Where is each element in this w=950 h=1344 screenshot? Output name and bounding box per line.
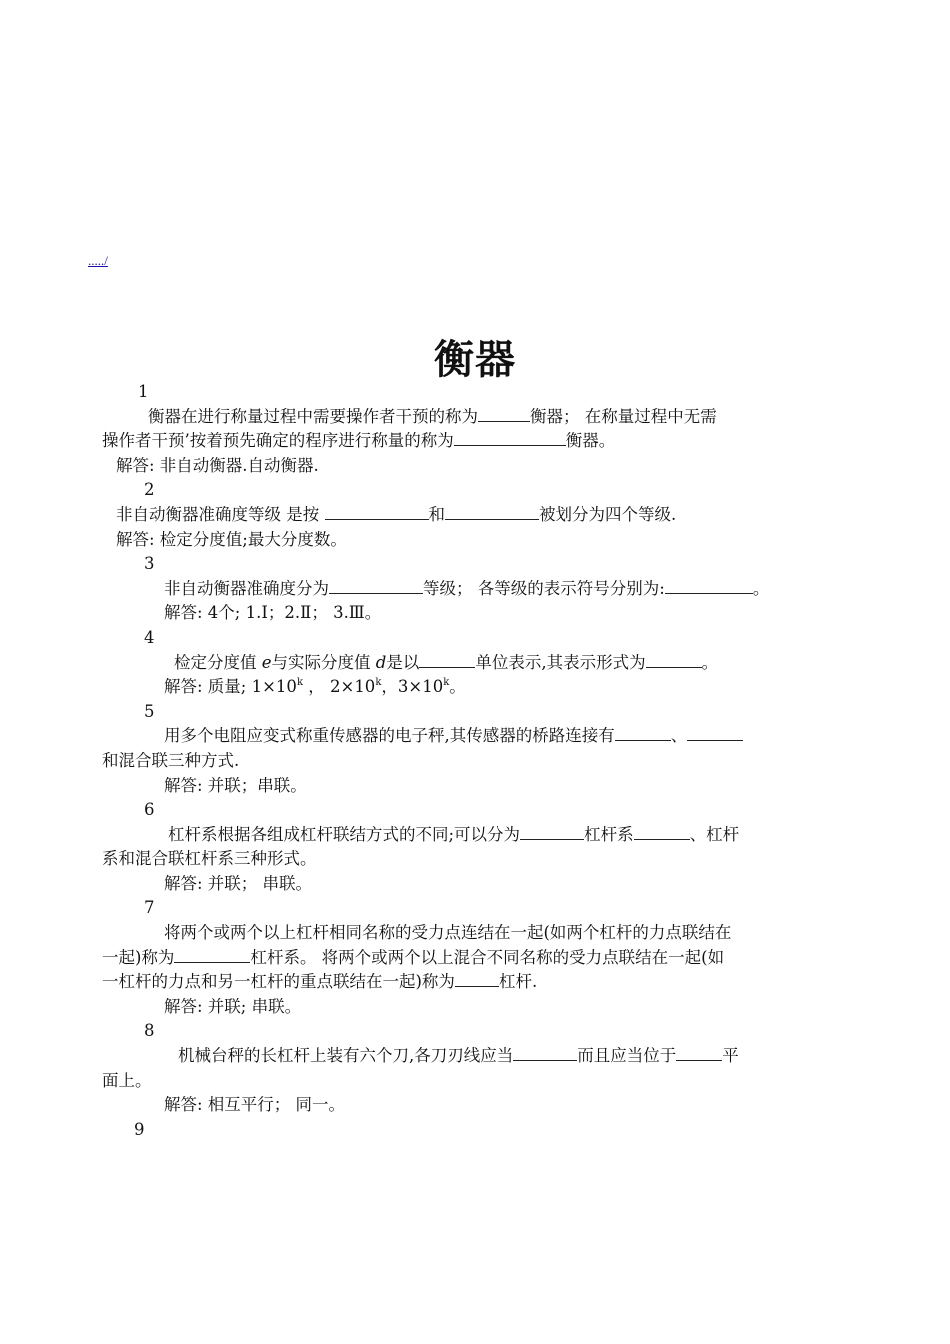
question-text: 操作者干预’按着预先确定的程序进行称量的称为 衡器。 (102, 431, 616, 451)
page-title: 衡器 (434, 337, 516, 383)
answer-blank (174, 946, 250, 963)
question-text: 非自动衡器准确度等级 是按 和 被划分为四个等级. (116, 504, 677, 524)
answer-blank (419, 651, 475, 668)
answer-blank (615, 724, 671, 741)
answer-blank (445, 503, 539, 520)
header-link[interactable]: ...../ (88, 253, 108, 268)
question-text: 衡器在进行称量过程中需要操作者干预的称为 衡器； 在称量过程中无需 (148, 406, 717, 426)
answer-blank (478, 405, 530, 422)
answer-text: 解答: 检定分度值;最大分度数。 (116, 529, 347, 549)
answer-blank (634, 823, 690, 840)
answer-blank (329, 577, 423, 594)
answer-text: 解答: 并联; 串联。 (164, 996, 302, 1016)
answer-text: 解答: 非自动衡器.自动衡器. (116, 455, 319, 475)
question-number: 8 (144, 1021, 155, 1041)
question-list (102, 380, 834, 1142)
question-number: 2 (144, 480, 155, 500)
question-text: 用多个电阻应变式称重传感器的电子秤,其传感器的桥路连接有 、 (102, 724, 834, 749)
question-text: 将两个或两个以上杠杆相同名称的受力点连结在一起(如两个杠杆的力点联结在 (164, 923, 732, 943)
answer-text: 解答: 4个; 1.Ⅰ；2.Ⅱ； 3.Ⅲ。 (164, 603, 382, 623)
answer-blank (454, 429, 566, 446)
question-text: 一杠杆的力点和另一杠杆的重点联结在一起)称为 杠杆. (102, 972, 538, 992)
question-text: 检定分度值 e与实际分度值 d是以 单位表示,其表示形式为 。 (174, 652, 719, 672)
question-number: 3 (144, 554, 155, 574)
answer-blank (665, 577, 753, 594)
question-text: 机械台秤的长杠杆上装有六个刀,各刀刃线应当 而且应当位于 平 (178, 1046, 739, 1066)
answer-blank (676, 1044, 722, 1061)
question-number: 5 (144, 701, 155, 721)
question-number: 1 (138, 382, 149, 401)
answer-blank (455, 970, 499, 987)
answer-text: 解答: 质量; $1\times 10^k$ ， $2\times 10^k$，$3\times 10^k$。 (164, 677, 466, 697)
question-number: 4 (144, 627, 155, 647)
question-text: 系和混合联杠杆系三种形式。 (102, 849, 317, 869)
answer-text: 解答: 并联； 串联。 (164, 873, 313, 893)
question-text: 和混合联三种方式. (102, 750, 240, 770)
question-text: 杠杆系根据各组成杠杆联结方式的不同;可以分为 杠杆系 、杠杆 (168, 824, 740, 844)
question-number: 7 (144, 898, 155, 918)
answer-blank (325, 503, 429, 520)
question-number: 9 (134, 1119, 145, 1139)
question-number: 6 (144, 800, 155, 820)
answer-blank (646, 651, 702, 668)
question-text: 面上。 (102, 1070, 152, 1090)
answer-blank (520, 823, 584, 840)
answer-blank (513, 1044, 577, 1061)
answer-text: 解答: 并联；串联。 (164, 775, 307, 795)
answer-blank (687, 724, 743, 741)
answer-text: 解答: 相互平行； 同一。 (164, 1095, 346, 1115)
question-text: 非自动衡器准确度分为 等级； 各等级的表示符号分别为: 。 (164, 578, 770, 598)
question-text: 一起)称为 杠杆系。 将两个或两个以上混合不同名称的受力点联结在一起(如 (102, 947, 725, 967)
